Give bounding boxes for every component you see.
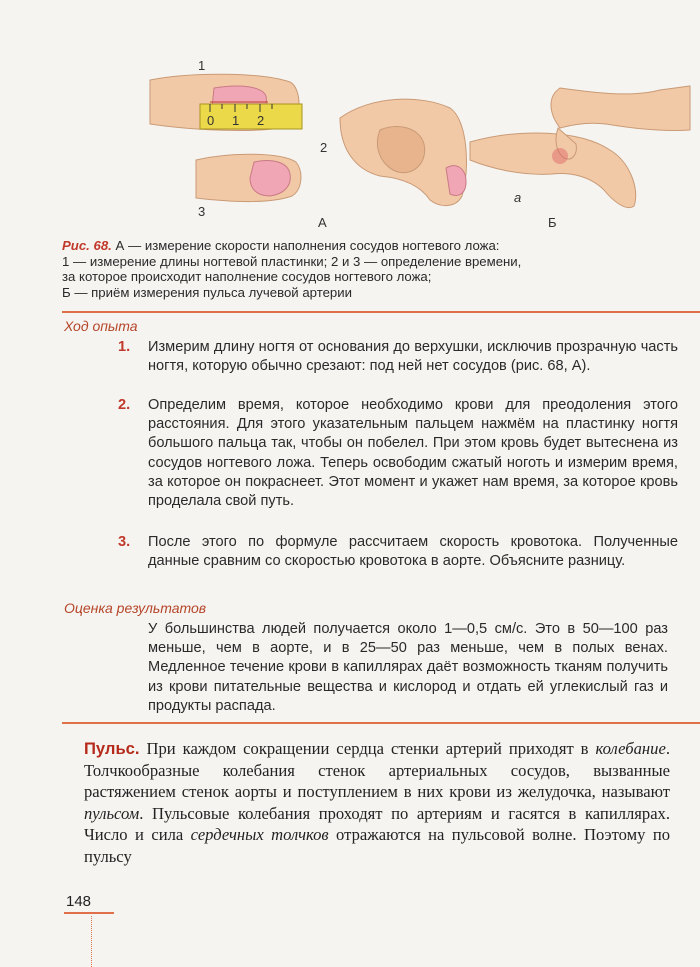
step-1 — [118, 338, 678, 376]
thumb-press-illustration — [318, 99, 466, 230]
step-number: 1. — [118, 339, 131, 355]
pulse-italic-1: колебание — [595, 739, 666, 758]
figure-label-B: Б — [548, 215, 557, 230]
step-number: 2. — [118, 397, 131, 413]
results-heading: Оценка результатов — [64, 600, 207, 616]
step-2 — [118, 396, 678, 511]
page-dotted-line — [91, 916, 92, 967]
step-text: После этого по формуле рассчитаем скорость кровотока. Полученные данные сравним со скоростью кровотока в аорте. Объясните разницу. — [148, 534, 678, 570]
page-number-rule — [64, 912, 114, 914]
pulse-paragraph — [84, 738, 670, 868]
caption-line-2: 1 — измерение длины ногтевой пластинки; 2 и 3 — определение времени, — [62, 253, 522, 269]
pulse-italic-2: пульсом — [84, 803, 140, 823]
finger-3-illustration — [196, 154, 301, 219]
pulse-measurement-illustration — [470, 86, 690, 230]
caption-text-1: А — измерение скорости наполнения сосудов ногтевого ложа: — [115, 238, 500, 253]
results-text: У большинства людей получается около 1—0,5 см/с. Это в 50—100 раз меньше, чем в аорте, и в 25—50 раз меньше, чем в полых венах. Медленное течение крови в капиллярах даёт возможность тканям получить из крови питательные вещества и кислород и отдать ей углекислый газ и продукты распада. — [148, 621, 668, 714]
caption-line-1 — [62, 238, 662, 254]
figure-label-a-lower: а — [514, 190, 522, 205]
step-text: Измерим длину ногтя от основания до верхушки, исключив прозрачную часть ногтя, которую обычно срезают: под ней нет сосудов (рис. 68, А). — [148, 339, 678, 375]
ruler-tick-2: 2 — [257, 113, 265, 128]
figure-label-2: 2 — [320, 140, 328, 155]
pulse-italic-3: сердечных толчков — [190, 825, 329, 845]
pulse-text-2: . Толчкообразные колебания стенок артериальных сосудов, вызванные растяжением стенок аорты и поступлением в них крови из желудочка, называют — [84, 739, 670, 802]
page-number: 148 — [66, 893, 92, 910]
figure-caption — [62, 238, 662, 300]
divider-bottom — [62, 722, 700, 724]
ruler-tick-0: 0 — [207, 113, 215, 128]
caption-label: Рис. 68. — [62, 238, 112, 253]
pulse-text-3: . Пульсовые колебания проходят по артериям и гасятся в капиллярах. Число и сила — [84, 803, 670, 845]
step-text: Определим время, которое необходимо крови для преодоления этого расстояния. Для этого указательным пальцем нажмём на пластинку ногтя большого пальца так, чтобы он побелел. При этом кровь будет вытеснена из сосудов ногтевого ложа. Теперь освободим сжатый ноготь и измерим время, за которое он покраснеет. Этот момент и укажет нам время, за которое кровь проделала свой путь. — [148, 397, 678, 510]
step-3 — [118, 533, 678, 571]
figure-68 — [0, 0, 700, 240]
ruler — [200, 104, 302, 129]
caption-line-4: Б — приём измерения пульса лучевой артерии — [62, 284, 353, 300]
finger-with-ruler-illustration — [150, 58, 302, 130]
step-number: 3. — [118, 534, 131, 550]
pulse-text-4: отражаются на пульсовой волне. Поэтому по пульсу — [84, 825, 671, 866]
experiment-heading: Ход опыта — [64, 318, 138, 334]
ruler-tick-1: 1 — [232, 113, 240, 128]
pulse-term: Пульс. — [84, 739, 140, 758]
figure-label-1: 1 — [198, 58, 206, 73]
pulse-text-1: При каждом сокращении сердца стенки артерий приходят в — [139, 739, 596, 758]
caption-line-3: за которое происходит наполнение сосудов ногтевого ложа; — [62, 269, 432, 285]
divider-top — [62, 311, 700, 313]
pulse-point — [552, 148, 568, 164]
figure-label-3: 3 — [198, 204, 206, 219]
figure-label-A: А — [318, 215, 327, 230]
